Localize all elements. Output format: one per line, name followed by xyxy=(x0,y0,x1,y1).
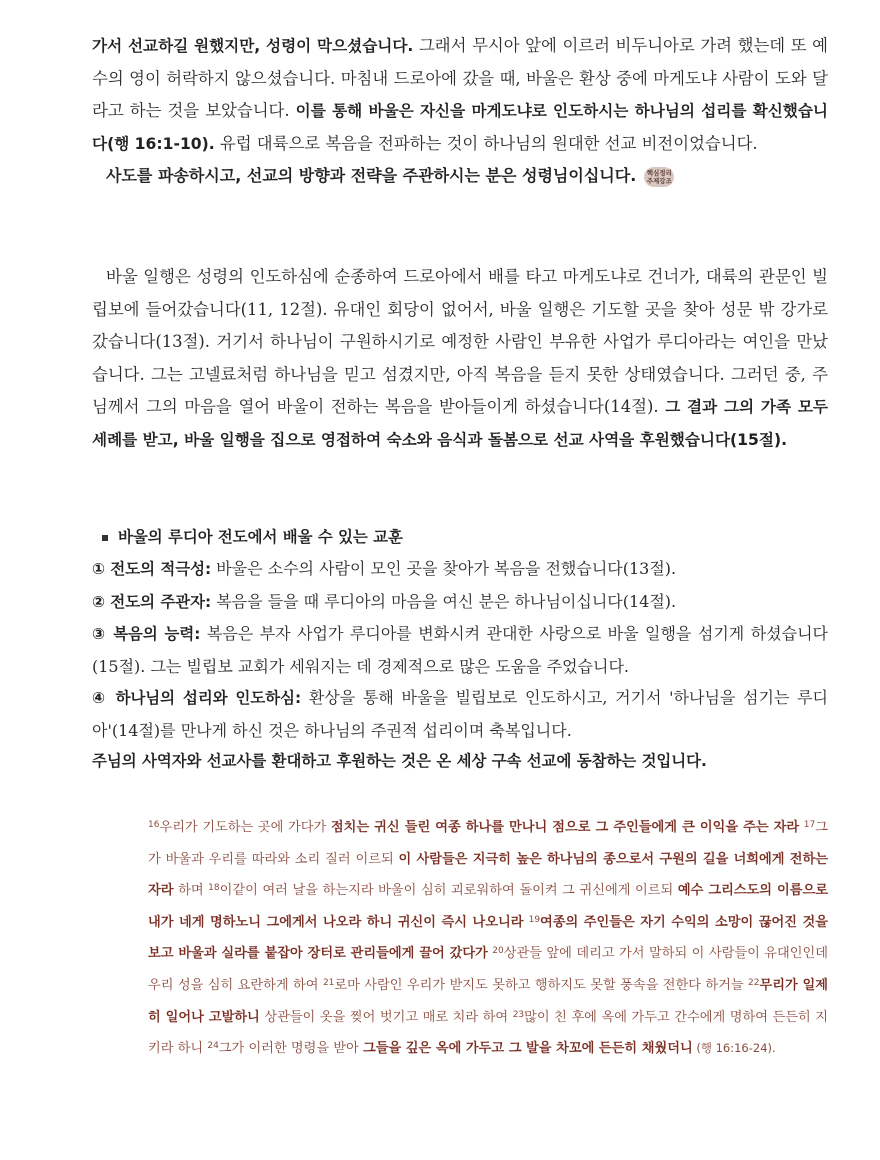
verse-text: 로마 사람인 우리가 받지도 못하고 행하지도 못할 풍속을 전한다 하거늘 xyxy=(334,977,749,993)
verse-text: 상관들 앞에 데리고 가서 말하되 이 사람들이 유대인인데 우리 성을 심히 요란하게 하여 xyxy=(148,946,828,993)
key-point-text: 사도를 파송하시고, 선교의 방향과 전략을 주관하시는 분은 성령님이십니다. xyxy=(106,166,637,185)
lesson-label: ③ 복음의 능력: xyxy=(92,625,201,643)
verse-number: 20 xyxy=(492,946,504,957)
body-text: 유럽 대륙으로 복음을 전파하는 것이 하나님의 원대한 선교 비전이었습니다. xyxy=(214,133,758,153)
lesson-label: ① 전도의 적극성: xyxy=(92,560,212,578)
section-lessons xyxy=(92,522,828,777)
verse-number: 19 xyxy=(528,914,541,925)
verse-text: 많이 친 후에 옥에 가두고 간수에게 명하여 든든히 지키라 하니 xyxy=(148,1009,828,1057)
section-guidance xyxy=(92,30,828,192)
bold-phrase: 가서 선교하길 원했지만, 성령이 막으셨습니다. xyxy=(92,37,414,55)
paragraph-guidance xyxy=(92,30,828,160)
lesson-label: ④ 하나님의 섭리와 인도하심: xyxy=(92,689,302,707)
verse-text: 그가 바울과 우리를 따라와 소리 질러 이르되 xyxy=(148,820,828,867)
verse-highlight: 예수 그리스도의 이름으로 내가 네게 명하노니 그에게서 나오라 하니 귀신이 즉시 나오니라 xyxy=(148,883,829,930)
lessons-title-text: 바울의 루디아 전도에서 배울 수 있는 교훈 xyxy=(118,528,403,546)
body-text: 바울 일행은 성령의 인도하심에 순종하여 드로아에서 배를 타고 마게도냐로 건너가, 대륙의 관문인 빌립보에 들어갔습니다(11, 12절). 유대인 회당이 없어서, 바울 일행은 기도할 곳을 찾아 성문 밖 강가로 갔습니다(13절). 거기서 하나님이 구원하시기로 예정한 사람인 부유한 사업가 루디아라는 여인을 만났습니다. 그는 고넬료처럼 하나님을 믿고 섬겼지만, 아직 복음을 듣지 못한 상태였습니다. 그러던 중, 주님께서 그의 마음을 열어 바울이 전하는 복음을 받아들이게 하셨습니다(14절). xyxy=(92,267,828,416)
lesson-text: 복음을 들을 때 루디아의 마음을 여신 분은 하나님이십니다(14절). xyxy=(211,591,677,611)
lesson-text: 바울은 소수의 사람이 모인 곳을 찾아가 복음을 전했습니다(13절). xyxy=(211,559,677,578)
lesson-text: 환상을 통해 바울을 빌립보로 인도하시고, 거기서 '하나님을 섬기는 루디아'(14절)를 만나게 하신 것은 하나님의 주권적 섭리이며 축복입니다. xyxy=(92,688,828,740)
lessons-title xyxy=(92,522,828,553)
verse-highlight: 여종의 주인들은 자기 수익의 소망이 끊어진 것을 보고 바울과 실라를 붙잡아 장터로 관리들에게 끌어 갔다가 xyxy=(148,914,828,962)
paragraph-lydia xyxy=(92,261,828,456)
scripture-passage xyxy=(148,812,828,1065)
lesson-item xyxy=(92,618,828,682)
verse-number: 24 xyxy=(207,1041,219,1052)
scripture-reference: (행 16:16-24). xyxy=(692,1041,776,1056)
verse-text: 이같이 여러 날을 하는지라 바울이 심히 괴로워하여 돌이켜 그 귀신에게 이르되 xyxy=(219,883,678,899)
verse-number: 16 xyxy=(148,820,160,830)
key-point xyxy=(92,160,828,192)
lesson-label: ② 전도의 주관자: xyxy=(92,592,212,611)
verse-number: 21 xyxy=(322,977,335,988)
lesson-item xyxy=(92,553,828,586)
verse-number: 23 xyxy=(512,1009,525,1020)
verse-text: 그가 이러한 명령을 받아 xyxy=(218,1041,363,1057)
bold-phrase: 그 결과 그의 가족 모두 세례를 받고, 바울 일행을 집으로 영접하여 숙소와 음식과 돌봄으로 선교 사역을 후원했습니다(15절). xyxy=(92,398,828,449)
section-lydia xyxy=(92,261,828,456)
verse-number: 17 xyxy=(803,820,816,830)
verse-highlight: 점치는 귀신 들린 여종 하나를 만나니 점으로 그 주인들에게 큰 이익을 주는 자라 xyxy=(330,820,800,835)
bold-phrase: 이를 통해 바울은 자신을 마게도냐로 인도하시는 하나님의 섭리를 확신했습니다(행 16:1-10). xyxy=(92,102,828,153)
verse-highlight: 무리가 일제히 일어나 고발하니 xyxy=(148,977,828,1025)
verse-highlight: 그들을 깊은 옥에 가두고 그 발을 차꼬에 든든히 채웠더니 xyxy=(362,1041,693,1057)
summary-badge-icon: 핵심정리 주제강조 xyxy=(644,167,674,187)
lesson-text: 복음은 부자 사업가 루디아를 변화시켜 관대한 사랑으로 바울 일행을 섬기게 하셨습니다(15절). 그는 빌립보 교회가 세워지는 데 경제적으로 많은 도움을 주었습니다. xyxy=(92,624,828,676)
verse-text: 우리가 기도하는 곳에 가다가 xyxy=(159,820,331,835)
body-text: 그래서 무시아 앞에 이르러 비두니아로 가려 했는데 또 예수의 영이 허락하지 않으셨습니다. 마침내 드로아에 갔을 때, 바울은 환상 중에 마게도냐 사람이 도와 달라고 하는 것을 보았습니다. xyxy=(92,36,828,120)
verse-text: 상관들이 옷을 찢어 벗기고 매로 치라 하여 xyxy=(259,1009,513,1025)
verse-number: 18 xyxy=(208,883,220,894)
verse-highlight: 이 사람들은 지극히 높은 하나님의 종으로서 구원의 길을 너희에게 전하는 자라 xyxy=(148,851,828,899)
lesson-item xyxy=(92,682,828,746)
lesson-item xyxy=(92,586,828,619)
bullet-square-icon xyxy=(102,535,108,541)
verse-text: 하며 xyxy=(173,883,209,899)
lessons-conclusion: 주님의 사역자와 선교사를 환대하고 후원하는 것은 온 세상 구속 선교에 동참하는 것입니다. xyxy=(92,752,707,770)
verse-number: 22 xyxy=(748,977,760,988)
